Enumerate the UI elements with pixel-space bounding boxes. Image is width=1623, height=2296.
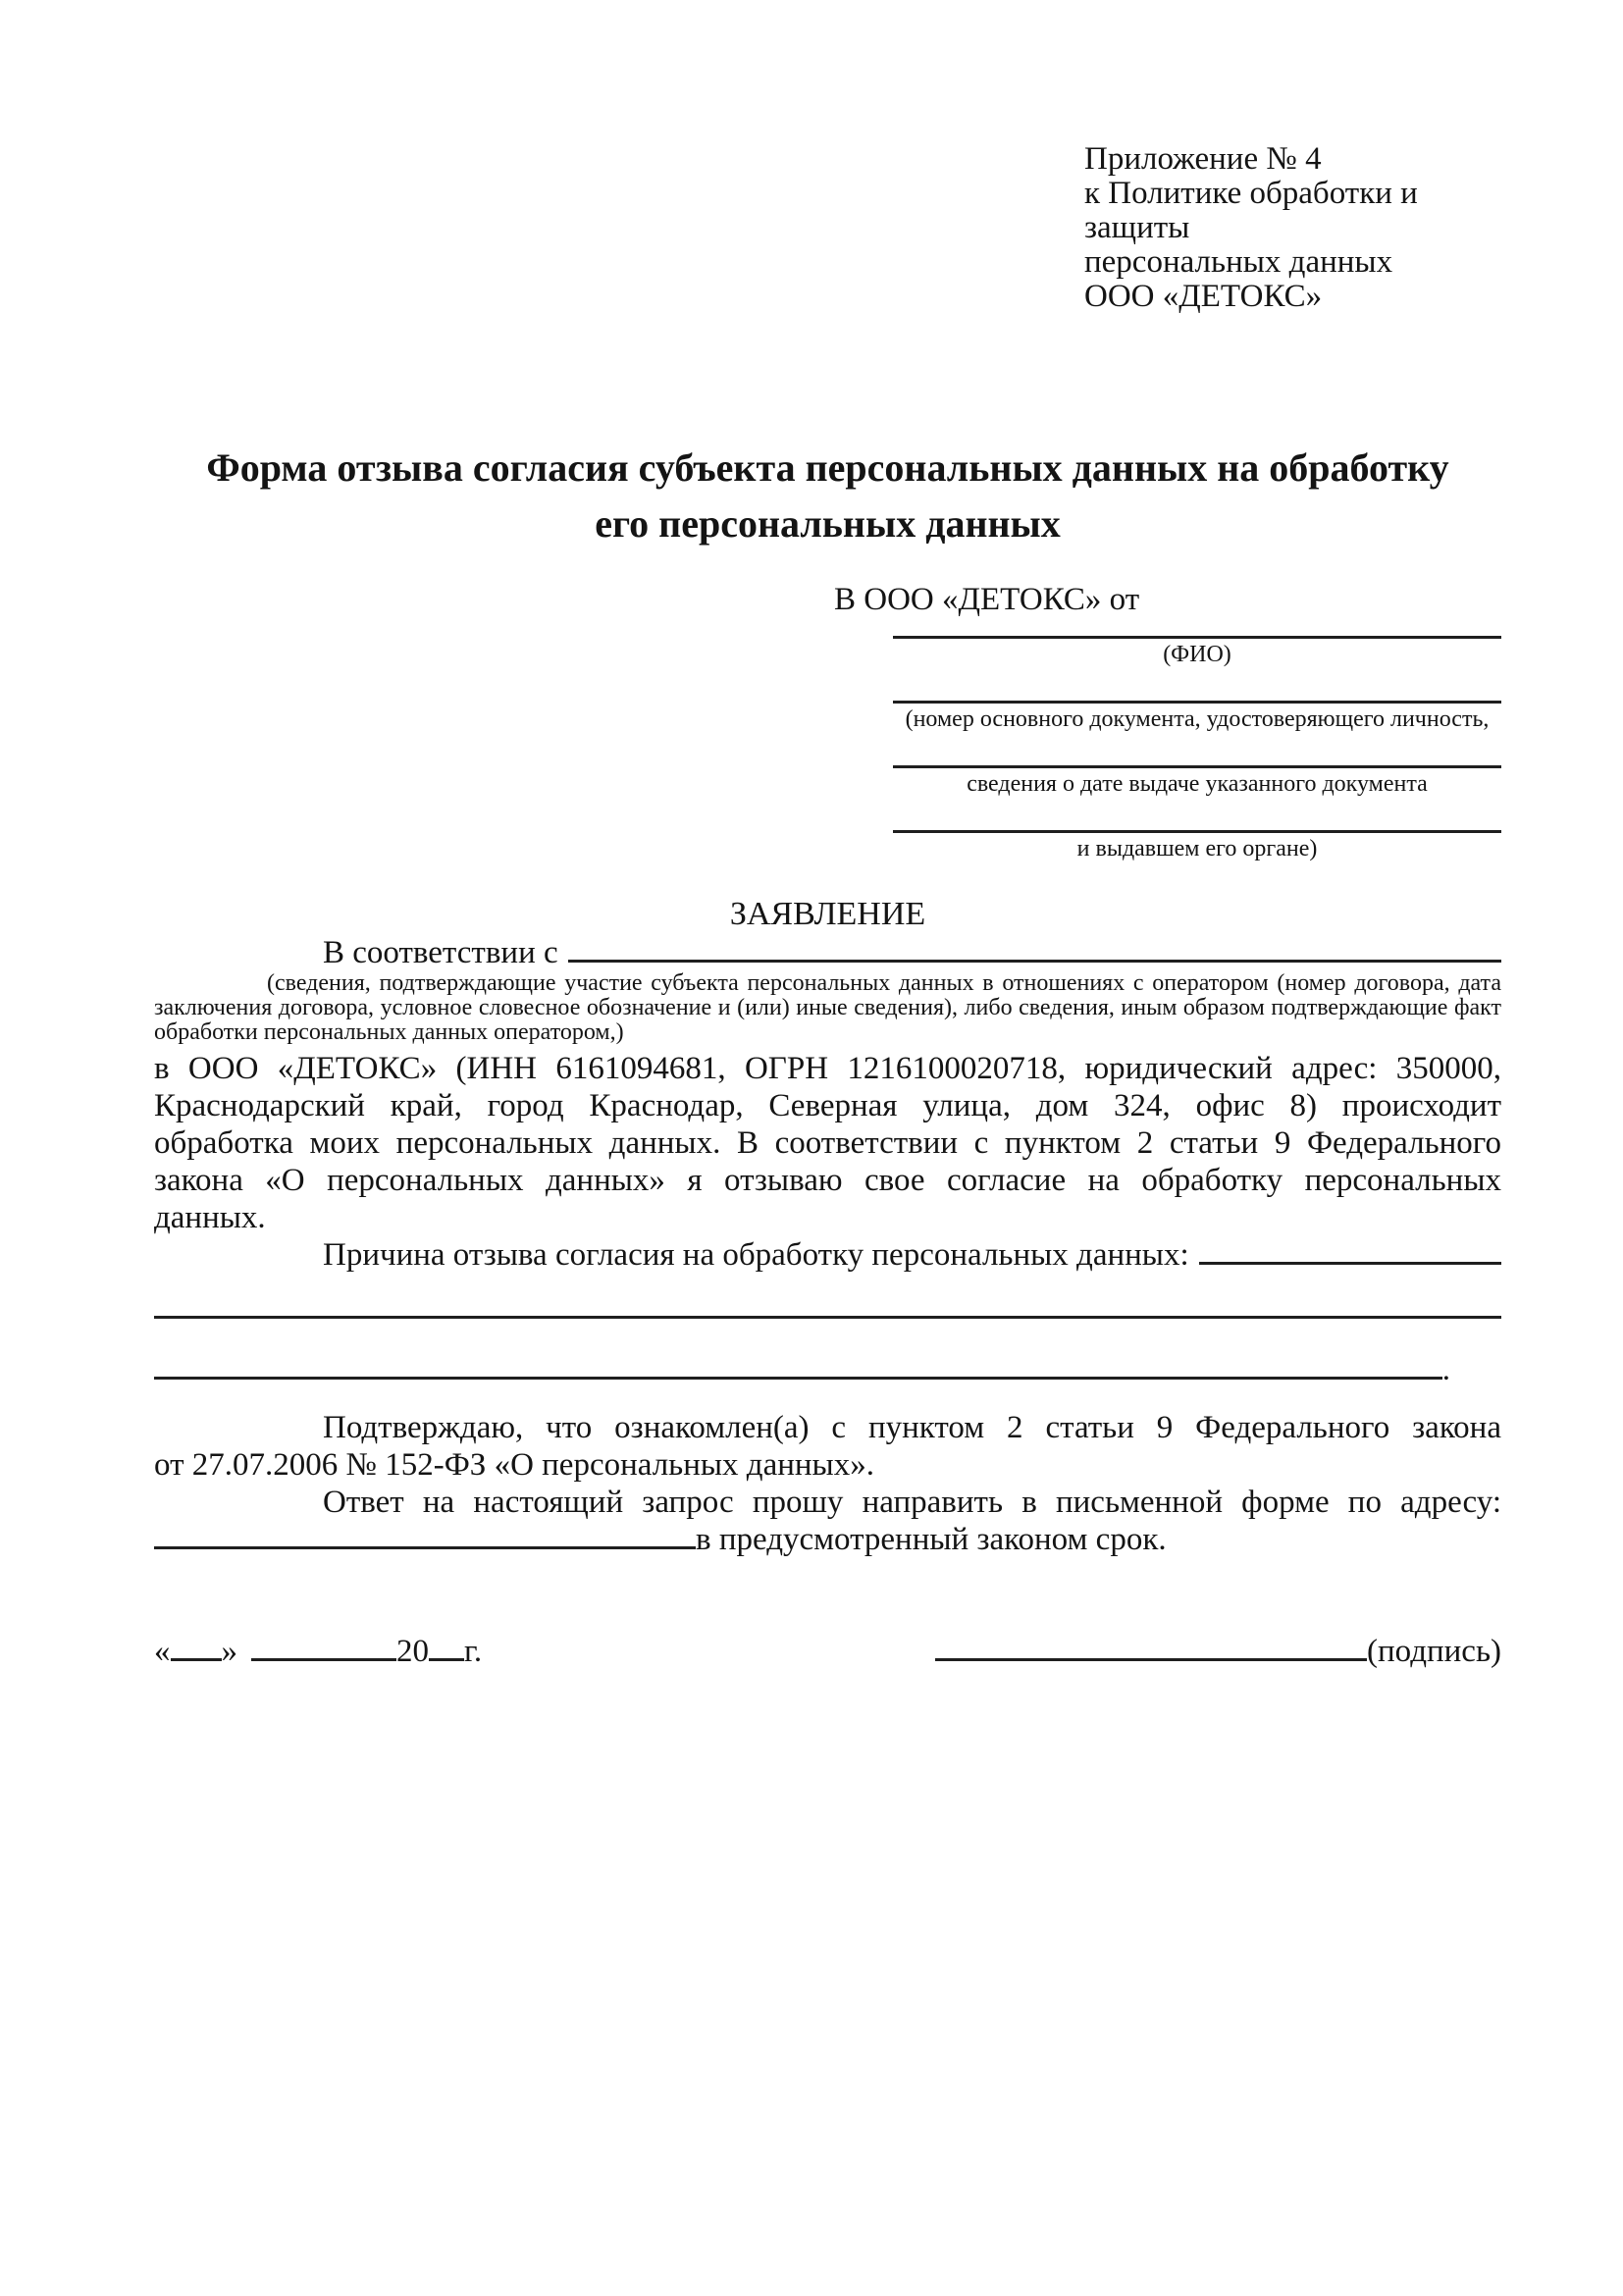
date-day-line[interactable] bbox=[171, 1658, 222, 1661]
confirm-line-2: от 27.07.2006 № 152-ФЗ «О персональных данных». bbox=[154, 1447, 874, 1483]
reason-line-3[interactable] bbox=[154, 1377, 1442, 1380]
document-title-line-2: его персональных данных bbox=[595, 501, 1061, 546]
body-line-1: в ООО «ДЕТОКС» (ИНН 6161094681, ОГРН 1216100020718, юридический адрес: 350000, bbox=[154, 1051, 1501, 1086]
signature-caption: (подпись) bbox=[1367, 1634, 1501, 1669]
appendix-line-2: к Политике обработки и защиты bbox=[1084, 176, 1418, 245]
body-line-3: обработка моих персональных данных. В соответствии с пунктом 2 статьи 9 Федерального bbox=[154, 1125, 1501, 1161]
fio-caption: (ФИО) bbox=[1163, 642, 1231, 667]
response-tail: в предусмотренный законом срок. bbox=[696, 1522, 1167, 1557]
note-line-2: заключения договора, условное словесное обозначение и (или) иные сведения), либо сведения, иным образом подтверждающие факт bbox=[154, 995, 1501, 1020]
document-number-caption: (номер основного документа, удостоверяющего личность, bbox=[905, 706, 1490, 732]
accordance-note bbox=[154, 971, 1501, 1045]
reason-line-1[interactable] bbox=[1199, 1262, 1501, 1265]
accordance-lead: В соответствии с bbox=[323, 935, 558, 970]
response-line: Ответ на настоящий запрос прошу направить в письменной форме по адресу: bbox=[323, 1485, 1501, 1520]
date-quote-open: « bbox=[154, 1634, 171, 1669]
appendix-line-4: ООО «ДЕТОКС» bbox=[1084, 279, 1323, 314]
response-address-row bbox=[154, 1521, 1501, 1558]
statement-heading: ЗАЯВЛЕНИЕ bbox=[729, 896, 926, 932]
footer-row bbox=[154, 1633, 1501, 1670]
issue-date-caption: сведения о дате выдаче указанного документа bbox=[967, 771, 1428, 797]
issuing-authority-caption: и выдавшем его органе) bbox=[1076, 836, 1318, 861]
statement-body bbox=[154, 1050, 1501, 1236]
body-line-5: данных. bbox=[154, 1200, 266, 1235]
date-year-prefix: 20 bbox=[396, 1634, 429, 1669]
date-quote-close: » bbox=[221, 1634, 237, 1669]
address-line[interactable] bbox=[154, 1546, 696, 1549]
issuing-authority-line[interactable] bbox=[893, 830, 1501, 833]
recipient-block bbox=[834, 581, 1501, 861]
note-line-3: обработки персональных данных оператором,) bbox=[154, 1019, 624, 1045]
date-group bbox=[154, 1633, 482, 1670]
document-number-line[interactable] bbox=[893, 701, 1501, 704]
body-line-4: закона «О персональных данных» я отзываю свое согласие на обработку персональных bbox=[154, 1163, 1501, 1198]
reason-period: . bbox=[1441, 1352, 1450, 1387]
date-month-line[interactable] bbox=[251, 1658, 396, 1661]
appendix-line-1: Приложение № 4 bbox=[1084, 141, 1322, 177]
body-line-2: Краснодарский край, город Краснодар, Северная улица, дом 324, офис 8) происходит bbox=[154, 1088, 1501, 1123]
document-title bbox=[154, 440, 1501, 551]
note-line-1: (сведения, подтверждающие участие субъекта персональных данных в отношениях с оператором (номер договора, дата bbox=[267, 970, 1501, 996]
date-year-suffix: г. bbox=[464, 1634, 483, 1669]
accordance-row bbox=[154, 934, 1501, 971]
date-year-line[interactable] bbox=[429, 1658, 464, 1661]
document-title-line-1: Форма отзыва согласия субъекта персональных данных на обработку bbox=[206, 445, 1449, 490]
fio-line[interactable] bbox=[893, 636, 1501, 639]
accordance-line[interactable] bbox=[568, 960, 1501, 963]
appendix-block bbox=[1084, 142, 1501, 314]
reason-row bbox=[154, 1236, 1501, 1274]
reason-line-2[interactable] bbox=[154, 1316, 1501, 1319]
recipient-to-line: В ООО «ДЕТОКС» от bbox=[834, 582, 1140, 617]
confirm-line-1: Подтверждаю, что ознакомлен(а) с пунктом 2 статьи 9 Федерального закона bbox=[323, 1410, 1501, 1445]
reason-label: Причина отзыва согласия на обработку персональных данных: bbox=[323, 1237, 1189, 1273]
issue-date-line[interactable] bbox=[893, 765, 1501, 768]
appendix-line-3: персональных данных bbox=[1084, 244, 1393, 280]
reason-line-3-row bbox=[154, 1351, 1450, 1388]
signature-line[interactable] bbox=[935, 1658, 1367, 1661]
signature-group bbox=[935, 1633, 1501, 1670]
